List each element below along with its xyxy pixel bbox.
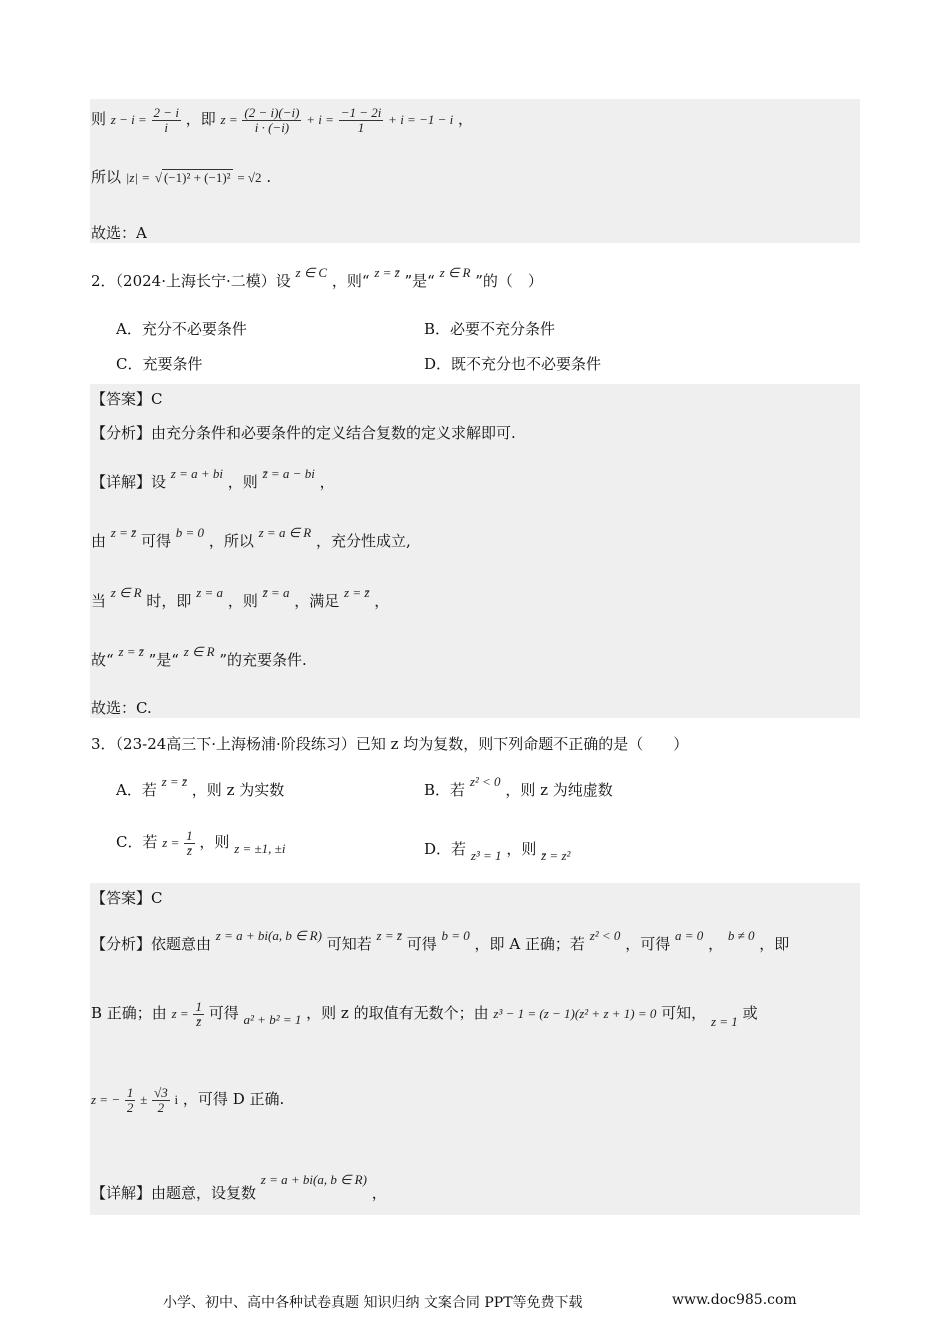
math: z ∈ R [439,265,471,280]
q3-answer: 【答案】C [91,889,163,907]
math: z³ − 1 = (z − 1)(z² + z + 1) = 0 [493,1006,657,1022]
math: z̄ = a − bi [262,466,315,481]
q3-analysis-line2 [91,1000,758,1028]
math: a = 0 [675,928,704,943]
text: 故“ [91,651,114,669]
q2-choice: 故选：C. [91,699,152,717]
text: 可得 [208,1004,239,1023]
math: z = z̄ [374,265,400,280]
q3-option-b [424,774,613,800]
frac-den: i · (−i) [254,119,290,135]
q2-detail-line1 [91,466,335,492]
math-sqrt: √ (−1)² + (−1)² [154,170,231,185]
frac-den: 2 [157,1099,165,1115]
math: i [174,1092,179,1108]
text: 可得 [406,935,437,953]
text: ”的（ ） [475,272,543,290]
fraction [193,1000,204,1028]
q2-analysis: 【分析】由充分条件和必要条件的定义结合复数的定义求解即可. [91,424,516,442]
math: z = ±1, ±i [234,841,286,857]
prev-solution-line2 [91,166,271,187]
text: 可得 [140,532,171,550]
text: D．若 [424,840,467,858]
math: z² < 0 [589,928,621,943]
text: 则 [91,110,107,129]
prev-choice: 故选：A [91,224,147,242]
math: z ∈ R [183,644,215,659]
math: b ≠ 0 [727,928,755,943]
text: 可知， [661,1004,707,1023]
fraction [242,106,301,134]
text: B．若 [424,781,466,799]
text: 2．（2024·上海长宁·二模）设 [91,272,291,290]
text: ，则“ [331,272,370,290]
text: ，则 [227,592,258,610]
text: ，即 [759,935,790,953]
frac-den: z̄ [196,1013,202,1029]
frac-den: 1 [357,119,365,135]
math: z = [220,112,238,128]
text: B 正确；由 [91,1004,167,1023]
math: z = a ∈ R [258,525,312,540]
frac-den: i [164,119,169,135]
text: ， [371,1184,387,1202]
text: ，可得 D 正确. [182,1090,285,1109]
math: z = z̄ [110,525,137,540]
text: 【分析】依题意由 [91,935,212,953]
math: z = z̄ [376,928,402,943]
math: b = 0 [175,525,205,540]
text: 或 [742,1004,758,1023]
math: z = a [196,585,224,600]
math: z̄ = z² [541,848,571,863]
math: z = [171,1006,189,1022]
frac-num: (2 − i)(−i) [244,105,300,120]
q2-detail-line3 [91,585,390,611]
text: ，则 z 为实数 [191,781,285,799]
text: 由 [91,532,107,550]
prev-solution-line1 [91,106,473,134]
math: z ∈ C [295,265,328,280]
q2-option-a: A．充分不必要条件 [116,320,247,338]
math: z ∈ R [110,585,142,600]
text: 【详解】由题意，设复数 [91,1184,257,1202]
text: ，则 [199,833,230,852]
text: C．若 [116,833,158,852]
q3-option-c [116,829,285,857]
math: = √2 [237,170,262,185]
math: z = a + bi [170,466,224,481]
frac-num: √3 [154,1085,168,1100]
math: z − i = [110,112,147,128]
math: z³ = 1 [470,848,502,863]
text: A．若 [116,781,157,799]
text: ， [708,935,724,953]
text: ， [458,110,474,129]
text: ”是“ [148,651,179,669]
frac-num: 2 − i [153,105,179,120]
text: 所以 [91,168,122,186]
sqrt-body: (−1)² + (−1)² [163,170,231,185]
text: . [266,168,272,186]
math: z = 1 [710,1014,738,1030]
text: 【详解】设 [91,473,167,491]
text: ，则 [506,840,537,858]
q3-stem: 3．（23-24高三下·上海杨浦·阶段练习）已知 z 均为复数，则下列命题不正确的是（ ） [91,735,689,753]
math: z = z̄ [344,585,370,600]
q2-option-d: D．既不充分也不必要条件 [424,355,602,373]
text: ”的充要条件. [219,651,307,669]
fraction [152,1086,170,1114]
q2-option-b: B．必要不充分条件 [424,320,556,338]
math: z² < 0 [469,774,501,789]
text: ，满足 [294,592,340,610]
math: a² + b² = 1 [243,1012,302,1028]
q3-detail-line1 [91,1172,387,1203]
text: ， [319,473,335,491]
text: ”是“ [404,272,435,290]
q3-option-a [116,774,285,800]
math: z = − [91,1092,121,1108]
math: + i = −1 − i [388,112,454,128]
footer-url[interactable]: www.doc985.com [672,1292,797,1308]
text: 当 [91,592,107,610]
text: 可知若 [326,935,372,953]
math: z = a + bi(a, b ∈ R) [260,1172,367,1187]
text: ，所以 [208,532,254,550]
text: ，则 [227,473,258,491]
math: b = 0 [441,928,470,943]
q2-option-c: C．充要条件 [116,355,203,373]
math: z = a + bi(a, b ∈ R) [215,928,322,943]
math: z = z̄ [118,644,144,659]
math: |z| = [125,170,151,185]
q2-answer: 【答案】C [91,390,163,408]
text: ，则 z 的取值有无数个；由 [306,1004,489,1023]
fraction [125,1086,136,1114]
text: ，即 [185,110,216,129]
text: ，即 A 正确；若 [474,935,585,953]
frac-num: −1 − 2i [340,105,382,120]
frac-num: 1 [126,1085,134,1100]
text: 时，即 [146,592,192,610]
frac-den: 2 [126,1099,134,1115]
text: ，可得 [625,935,671,953]
q2-detail-line2 [91,525,411,551]
fraction [152,106,181,134]
q3-analysis-line3 [91,1086,284,1114]
math: + i = [306,112,334,128]
text: ， [374,592,390,610]
text: ，充分性成立, [316,532,411,550]
math: ± [140,1092,148,1108]
frac-num: 1 [195,999,202,1014]
fraction [339,106,384,134]
footer-text: 小学、初中、高中各种试卷真题 知识归纳 文案合同 PPT等免费下载 [163,1295,583,1311]
fraction [184,829,195,857]
q2-stem [91,265,543,291]
math: z̄ = a [262,585,290,600]
q3-option-d [424,838,571,863]
math: z = z̄ [161,774,188,789]
q3-analysis-line1 [91,928,790,954]
q2-detail-line4 [91,644,307,670]
frac-num: 1 [186,828,193,843]
math: z = [162,835,180,851]
text: ，则 z 为纯虚数 [505,781,613,799]
frac-den: z̄ [186,842,192,858]
